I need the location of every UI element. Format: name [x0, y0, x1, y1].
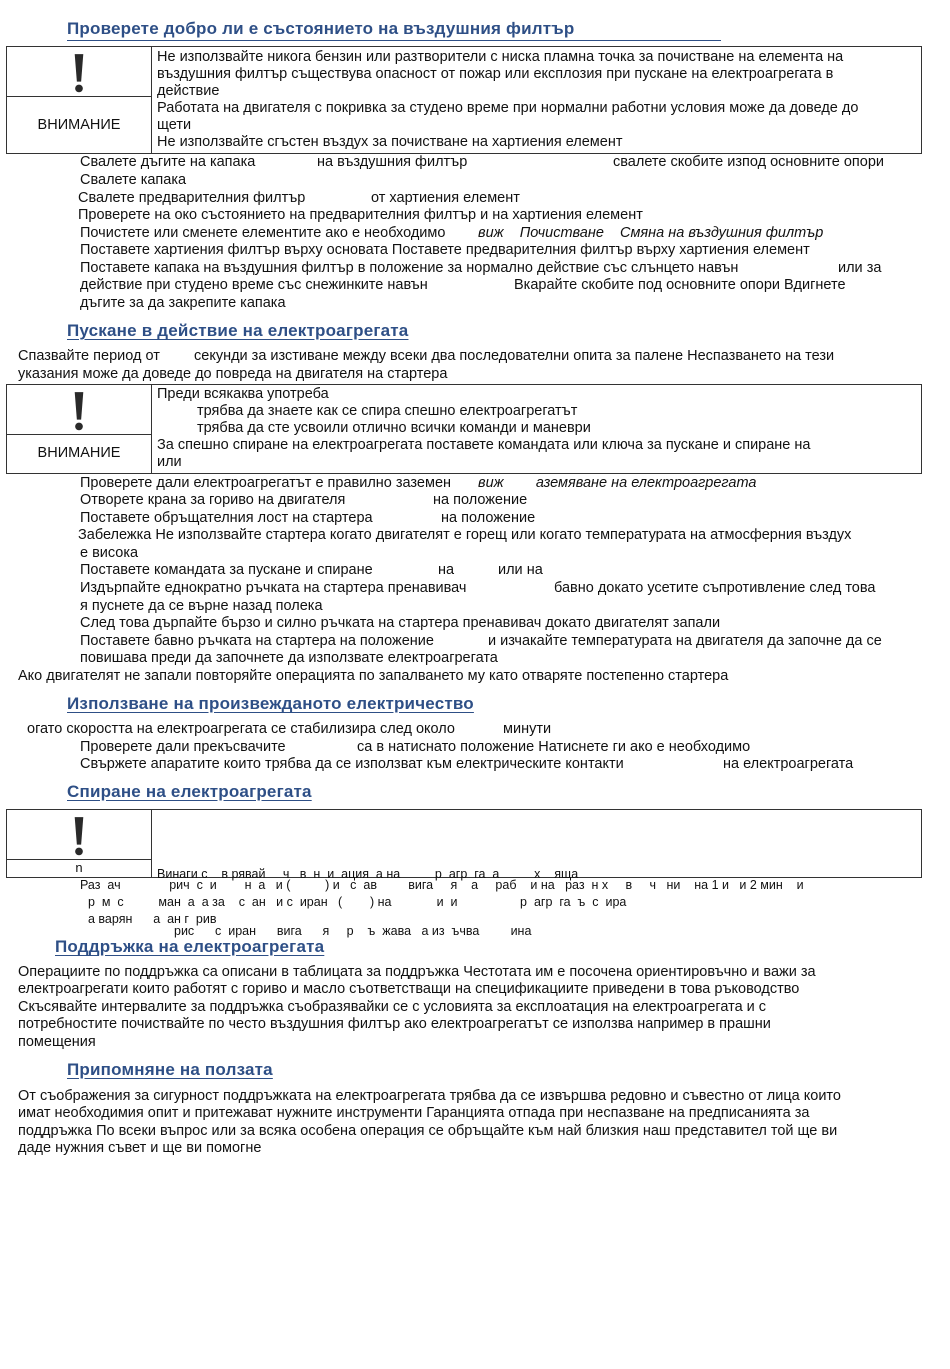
body-text: огато скоростта на електроагрегата се стабилизира след около: [27, 721, 455, 737]
step-text: Поставете капака на въздушния филтър в положение за нормално действие със слънцето навън: [80, 260, 739, 276]
step-text: действие при студено време със снежинките навън: [80, 277, 428, 293]
section-title-use: Използване на произвежданото електричество: [67, 694, 474, 713]
maintenance-paragraph: [18, 964, 816, 1051]
step-text: Издърпайте еднократно ръчката на стартера пренавивач: [80, 580, 467, 596]
exclamation-icon: [73, 812, 85, 860]
warning-box-air-filter: [6, 46, 922, 154]
warning-line: Не използвайте сгъстен въздух за почистване на хартиения елемент: [157, 134, 623, 150]
section-title-maintenance: Поддръжка на електроагрегата: [55, 937, 325, 956]
step-text: на въздушния филтър: [317, 154, 468, 170]
paragraph-line: имат необходимия опит и притежават нужните инструменти Гаранцията отпада при неспазване на предписанията за: [18, 1105, 810, 1122]
step-text: Поставете обръщателния лост на стартера: [80, 510, 373, 526]
step-text: Вкарайте скобите под основните опори Вдигнете: [514, 277, 846, 293]
step-text: бавно докато усетите съпротивление след това: [554, 580, 876, 596]
section-title-air-filter: Проверете добро ли е състоянието на въздушния филтър: [67, 19, 721, 41]
warning-label: n: [75, 860, 83, 875]
warning-separator: [7, 96, 151, 97]
step-text: свалете скобите изпод основните опори: [613, 154, 885, 170]
step-text: Проверете на око състоянието на предварителния филтър и на хартиения елемент: [78, 207, 643, 223]
step-text: на: [438, 562, 455, 578]
step-text: и изчакайте температурата на двигателя да започне да се: [488, 633, 882, 649]
step-text: Свалете предварителния филтър: [78, 190, 306, 206]
step-text: Поставете командата за пускане и спиране: [80, 562, 373, 578]
step-text: или за: [838, 260, 882, 276]
step-reference: виж аземяване на електроагрегата: [478, 475, 757, 491]
step-text: Поставете хартиения филтър върху основата Поставете предварителния филтър върху хартиения елемент: [80, 242, 810, 258]
warning-line: Преди всякаква употреба: [157, 386, 329, 402]
paragraph-line: От съображения за сигурност поддръжката на електроагрегата трябва да се извършва редовно и съвестно от лица които: [18, 1088, 841, 1104]
step-text: Ако двигателят не запали повторяйте операцията по запалването му като отваряте постепенно стартера: [18, 668, 729, 684]
section-title-stop: Спиране на електроагрегата: [67, 782, 312, 801]
intro-text: Спазвайте период от: [18, 348, 160, 364]
warning-icon-cell: [7, 385, 152, 473]
warning-line: За спешно спиране на електроагрегата поставете командата или ключа за пускане и спиране на: [157, 437, 811, 453]
step-text: е висока: [80, 545, 139, 561]
reminder-paragraph: [18, 1088, 841, 1158]
warning-line: действие: [157, 83, 220, 99]
warning-line: въздушния филтър съществува опасност от пожар или експлозия при пускане на електроагрегата в: [157, 66, 834, 82]
step-text: Почистете или сменете елементите ако е необходимо: [80, 225, 446, 241]
exclamation-icon: [73, 49, 85, 97]
step-text: Проверете дали прекъсвачите: [80, 739, 286, 755]
step-text: Свалете капака: [80, 172, 187, 188]
warning-box-start: [6, 384, 922, 474]
step-text: Свалете дъгите на капака: [80, 154, 256, 170]
garbled-text: Раз ач рич с и н а и ( ) и с ав вига я а раб и на раз н х в ч ни на 1 и и 2 мин и: [80, 878, 804, 892]
exclamation-icon: [73, 387, 85, 435]
step-text: Забележка Не използвайте стартера когато двигателят е горещ или когато температурата на атмосферния въздух: [78, 527, 852, 543]
paragraph-line: потребностите почиствайте по често въздушния филтър ако електроагрегатът се използва например в прашни: [18, 1016, 771, 1033]
step-text: Проверете дали електроагрегатът е правилно заземен: [80, 475, 452, 491]
step-text: са в натиснато положение Натиснете ги ако е необходимо: [357, 739, 751, 755]
garbled-text: р м с ман а а за с ан и с иран ( ) на и и р агр га ъ с ира: [88, 895, 627, 909]
paragraph-line: електроагрегати които работят с гориво и масло съответстващи на спецификациите приведени в това ръководство: [18, 981, 800, 998]
step-text: от хартиения елемент: [371, 190, 520, 206]
step-text: Свържете апаратите които трябва да се използват към електрическите контакти: [80, 756, 624, 772]
step-text: Отворете крана за гориво на двигателя: [80, 492, 346, 508]
warning-icon-cell: [7, 47, 152, 153]
warning-label: ВНИМАНИЕ: [37, 445, 121, 461]
warning-line: Работата на двигателя с покривка за студено време при нормални работни условия може да доведе до: [157, 100, 859, 116]
warning-line: щети: [157, 117, 192, 133]
section-title-start: Пускане в действие на електроагрегата: [67, 321, 409, 340]
warning-text: [157, 49, 915, 151]
warning-icon-cell: [7, 810, 152, 877]
paragraph-line: поддръжка По всеки въпрос или за всяка особена операция се обръщайте към най близкия наш представител той ще ви: [18, 1122, 838, 1139]
step-text: на електроагрегата: [723, 756, 854, 772]
paragraph-line: Скъсявайте интервалите за поддръжка съобразявайки се с условията за експлоатация на електроагрегата и с: [18, 998, 767, 1015]
section-title-reminder: Припомняне на ползата: [67, 1060, 273, 1079]
garbled-text: а варян а ан г рив: [88, 912, 217, 926]
step-text: дъгите за да закрепите капака: [80, 295, 286, 311]
warning-line: рис с иран вига я р ъ жава а из ъчва ина: [174, 924, 532, 938]
step-text: Поставете бавно ръчката на стартера на положение: [80, 633, 434, 649]
warning-separator: [7, 434, 151, 435]
step-text: или на: [498, 562, 543, 578]
warning-line: или: [157, 454, 182, 470]
warning-line: трябва да сте усвоили отлично всички команди и маневри: [197, 420, 591, 436]
intro-text: указания може да доведе до повреда на двигателя на стартера: [18, 366, 448, 382]
step-text: на положение: [433, 492, 528, 508]
step-text: на положение: [441, 510, 536, 526]
paragraph-line: даде нужния съвет и ще ви помогне: [18, 1140, 262, 1157]
paragraph-line: Операциите по поддръжка са описани в таблицата за поддръжка Честотата им е посочена ориентировъчно и важи за: [18, 964, 816, 980]
intro-text: секунди за изстиване между всеки два последователни опита за палене Неспазването на тези: [194, 348, 835, 364]
step-reference: виж Почистване Смяна на въздушния филтър: [478, 225, 824, 241]
step-text: повишава преди да започнете да използвате електроагрегата: [80, 650, 498, 666]
paragraph-line: помещения: [18, 1033, 96, 1050]
warning-label: ВНИМАНИЕ: [37, 117, 121, 133]
warning-text: [157, 386, 915, 471]
step-text: След това дърпайте бързо и силно ръчката на стартера пренавивач докато двигателят запали: [80, 615, 721, 631]
step-text: я пуснете да се върне назад полека: [80, 598, 323, 614]
warning-line: Не използвайте никога бензин или разтворители с ниска пламна точка за почистване на елемента на: [157, 49, 844, 65]
warning-line: Винаги с в рявай ч в н и ация а на р агр га а х яща: [157, 867, 579, 881]
warning-line: трябва да знаете как се спира спешно електроагрегатът: [197, 403, 578, 419]
body-text: минути: [503, 721, 552, 737]
